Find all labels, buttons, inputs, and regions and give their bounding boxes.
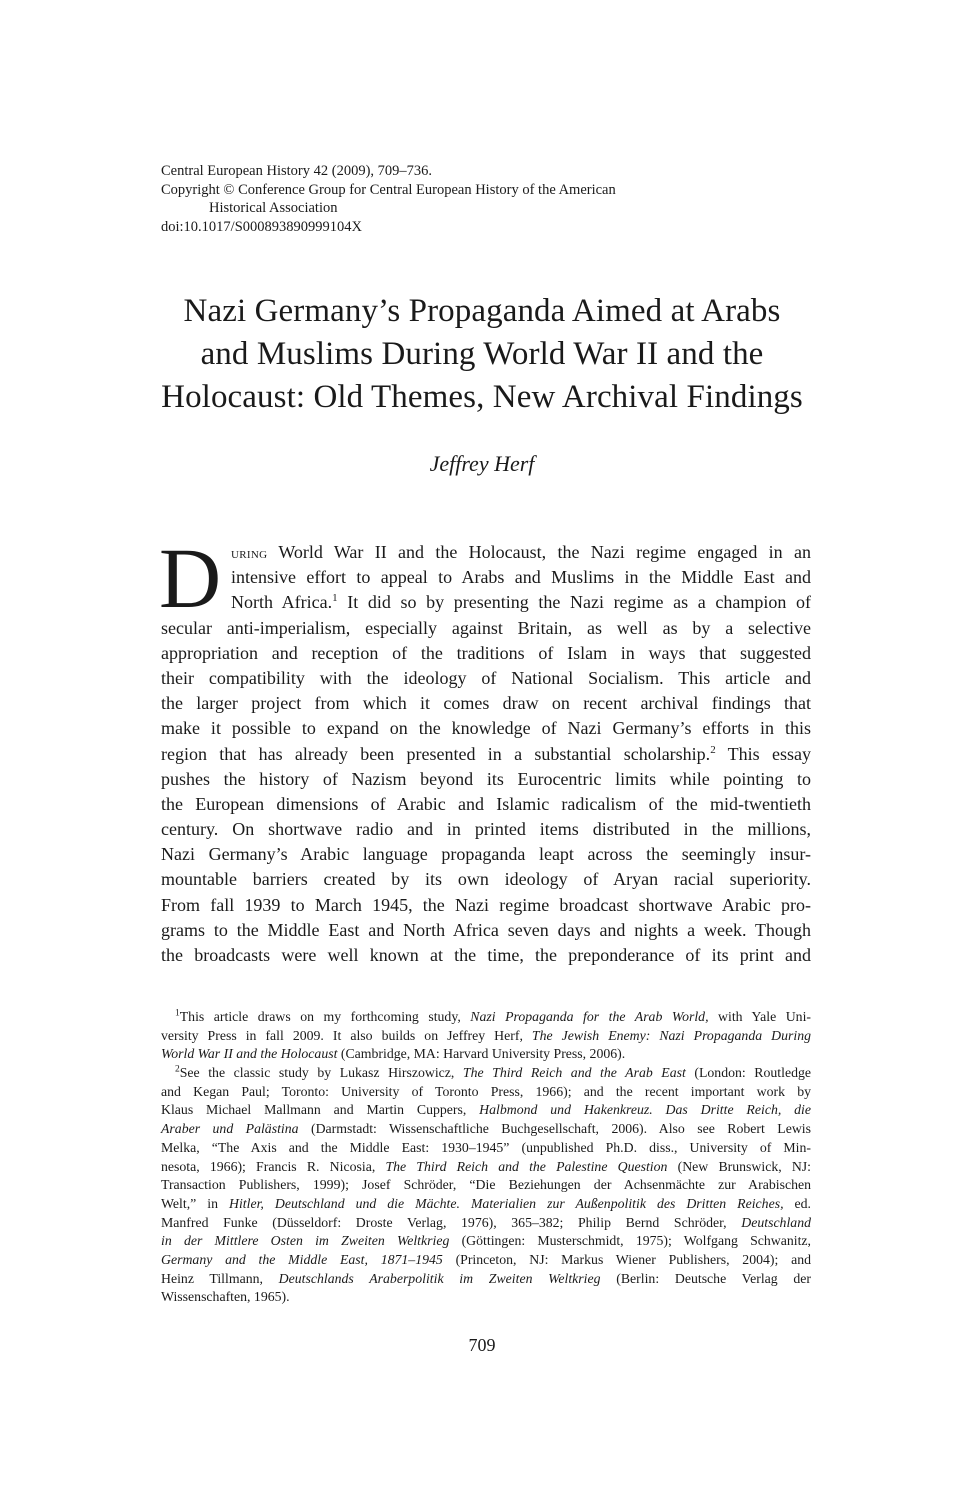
author-name: Jeffrey Herf [429,451,535,476]
drop-cap: D [159,530,222,626]
body-line: intensive effort to appeal to Arabs and Muslims in the Middle East and [231,567,811,588]
body-line: region that has already been presented in a substantial scholarship.$^2$ This essay [161,743,811,764]
body-line: uring World War II and the Holocaust, the Nazi regime engaged in an [231,542,811,562]
footnote-2-line: $^2$See the classic study by Lukasz Hirszowicz, The Third Reich and the Arab East (London: Routledge [175,1064,811,1081]
footnote-2-line: and Kegan Paul; Toronto: University of Toronto Press, 1966); and the recent important work by [161,1083,811,1099]
footnote-2-line: Transaction Publishers, 1999); Josef Schröder, “Die Beziehungen der Achsenmächte zur Arabischen [161,1177,811,1193]
body-line: the European dimensions of Arabic and Islamic radicalism of the mid-twentieth [161,793,811,814]
footnote-2-line: Heinz Tillmann, Deutschlands Araberpolitik im Zweiten Weltkrieg (Berlin: Deutsche Verlag der [161,1270,811,1286]
opening-word: uring [231,545,268,562]
footnote-1-line: World War II and the Holocaust (Cambridge, MA: Harvard University Press, 2006). [161,1046,626,1062]
footnote-2-line: Melka, “The Axis and the Middle East: 1930–1945” (unpublished Ph.D. diss., University of Min- [161,1139,811,1155]
body-line: North Africa.$^1$ It did so by presenting the Nazi regime as a champion of [231,592,812,613]
page-number: 709 [468,1335,496,1355]
body-line: From fall 1939 to March 1945, the Nazi regime broadcast shortwave Arabic pro- [161,894,811,915]
body-line: make it possible to expand on the knowledge of Nazi Germany’s efforts in this [161,718,811,739]
footnote-2-line: Manfred Funke (Düsseldorf: Droste Verlag, 1976), 365–382; Philip Bernd Schröder, Deutschland [161,1214,811,1230]
copyright-continuation: Historical Association [209,200,338,216]
title-line-2: and Muslims During World War II and the [200,336,764,372]
body-line: Nazi Germany’s Arabic language propaganda leapt across the seemingly insur- [161,844,811,865]
body-line: pushes the history of Nazism beyond its Eurocentric limits while pointing to [161,768,811,789]
body-line: grams to the Middle East and North Africa seven days and nights a week. Though [161,919,811,940]
body-line: mountable barriers created by its own ideology of Aryan racial superiority. [161,869,811,890]
body-line: secular anti-imperialism, especially against Britain, as well as by a selective [161,617,811,638]
copyright-line: Copyright © Conference Group for Central European History of the American [161,181,616,198]
footnote-ref[interactable]: 2 [710,743,716,756]
title-line-3: Holocaust: Old Themes, New Archival Findings [161,379,803,415]
body-line: their compatibility with the ideology of National Socialism. This article and [161,667,811,688]
article-title [120,290,844,419]
footnote-2-line: Welt,” in Hitler, Deutschland und die Mächte. Materialien zur Außenpolitik des Dritten Reiches, ed. [161,1195,811,1211]
footnote-number: 1 [175,1008,180,1019]
title-line-1: Nazi Germany’s Propaganda Aimed at Arabs [183,293,781,329]
footnote-2-line: Germany and the Middle East, 1871–1945 (Princeton, NJ: Markus Wiener Publishers, 2004); and [161,1251,811,1267]
footnote-ref[interactable]: 1 [332,592,338,605]
body-line: appropriation and reception of the traditions of Islam in ways that suggested [161,642,811,663]
body-line: the broadcasts were well known at the time, the preponderance of its print and [161,945,811,965]
footnote-2-line: Araber und Palästina (Darmstadt: Wissenschaftliche Buchgesellschaft, 2006). Also see Robert Lewis [161,1121,811,1137]
doi-line: doi:10.1017/S000893890999104X [161,218,362,235]
citation-header [161,162,821,236]
footnote-2-line: in der Mittlere Osten im Zweiten Weltkrieg (Göttingen: Musterschmidt, 1975); Wolfgang Schwanitz, [161,1233,811,1249]
footnotes [161,1008,811,1307]
body-line: the larger project from which it comes draw on recent archival findings that [161,693,811,714]
body-line: century. On shortwave radio and in printed items distributed in the millions, [161,819,811,840]
body-paragraph [159,530,812,968]
journal-citation: Central European History 42 (2009), 709–736. [161,163,433,179]
footnote-2-line: Klaus Michael Mallmann and Martin Cuppers, Halbmond und Hakenkreuz. Das Dritte Reich, die [161,1102,812,1118]
footnote-2-line: Wissenschaften, 1965). [161,1289,290,1305]
footnote-2-line: nesota, 1966); Francis R. Nicosia, The Third Reich and the Palestine Question (New Brunswick, NJ: [161,1158,812,1174]
footnote-number: 2 [175,1064,180,1075]
footnote-1-line: $^1$This article draws on my forthcoming study, Nazi Propaganda for the Arab World, with Yale Uni- [175,1008,811,1024]
footnote-1-line: versity Press in fall 2009. It also builds on Jeffrey Herf, The Jewish Enemy: Nazi Propaganda During [161,1027,811,1043]
